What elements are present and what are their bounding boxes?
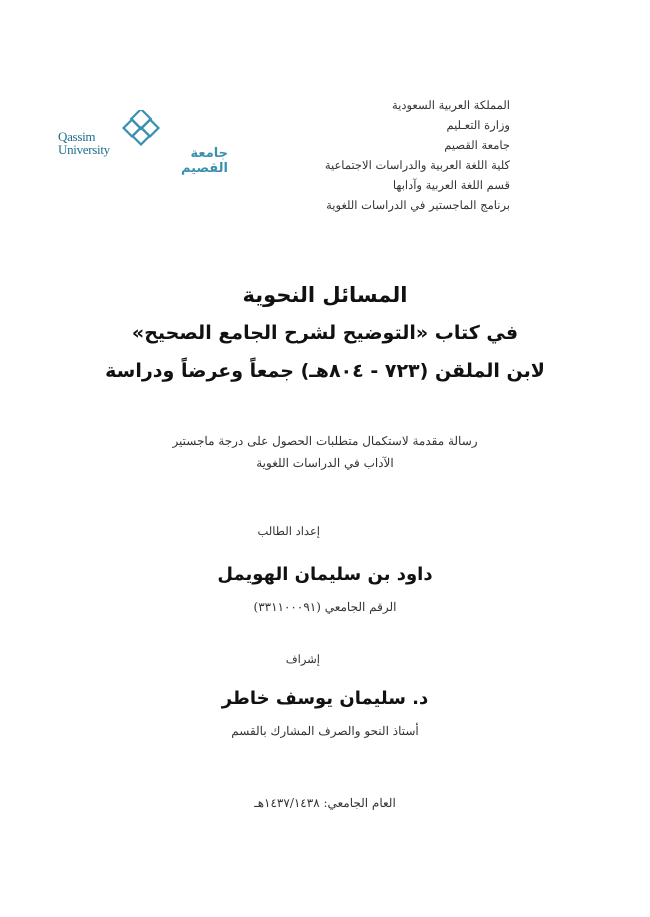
supervisor-name: د. سليمان يوسف خاطر [221, 688, 429, 709]
description-line2: الآداب في الدراسات اللغوية [256, 456, 394, 470]
header-line: برنامج الماجستير في الدراسات اللغوية [326, 198, 510, 212]
thesis-description [40, 430, 610, 474]
student-name: داود بن سليمان الهويمل [217, 564, 433, 585]
thesis-title [40, 276, 610, 390]
title-line1: المسائل النحوية [242, 283, 408, 307]
supervisor-position: أستاذ النحو والصرف المشارك بالقسم [231, 724, 419, 738]
title-line3: لابن الملقن (٧٢٣ - ٨٠٤هـ) جمعاً وعرضاً ودراسة [105, 360, 545, 382]
logo-arabic-text: جامعة القصيم [180, 146, 228, 176]
student-label: إعداد الطالب [257, 524, 320, 538]
academic-year: العام الجامعي: ١٤٣٧/١٤٣٨هـ [254, 796, 396, 810]
logo-english-line1: Qassim [58, 129, 96, 144]
header-line: جامعة القصيم [444, 138, 510, 152]
header-line: كلية اللغة العربية والدراسات الاجتماعية [324, 158, 510, 172]
university-logo [58, 110, 228, 180]
header-line: المملكة العربية السعودية [392, 98, 510, 112]
institution-header [190, 95, 510, 215]
student-id: الرقم الجامعي (٣٣١١٠٠٠٩١) [253, 600, 397, 614]
supervisor-label: إشراف [285, 652, 320, 666]
description-line1: رسالة مقدمة لاستكمال متطلبات الحصول على درجة ماجستير [172, 434, 478, 448]
logo-emblem-icon [120, 110, 164, 150]
logo-english-line2: University [58, 142, 110, 157]
header-line: وزارة التعـليم [446, 118, 510, 132]
title-line2: في كتاب «التوضيح لشرح الجامع الصحيح» [131, 322, 519, 344]
header-line: قسم اللغة العربية وآدابها [392, 178, 510, 192]
